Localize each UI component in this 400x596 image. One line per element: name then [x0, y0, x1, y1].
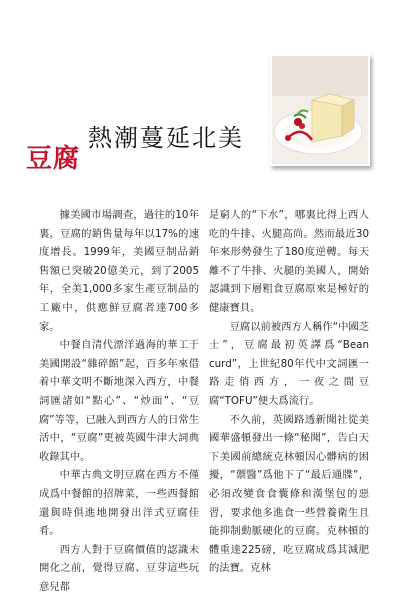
article-column-right: [209, 206, 369, 578]
paragraph: 中餐自清代漂洋過海的華工于美國開設“雜碎館”起，百多年來借着中華文明不斷地深入西方，中餐詞匯諸如“點心”、“炒面”、“豆腐”等等，已融入到西方人的日常生活中，“豆腐”更被英國牛津大詞典收錄其中。: [39, 339, 199, 463]
paragraph: 據美國市場調查，過往的10年裏，豆腐的銷售量每年以17%的速度增長。1999年，美國豆制品銷售額已突破20億美元，到了2005年，全美1,000多家生產豆制品的工廠中，供應鮮豆腐者達700多家。: [39, 209, 199, 333]
paragraph: 不久前，英國路透新聞社從美國華盛頓發出一條“秘聞”，告白天下美國前總統克林頓因心髒病的困擾，“禦醫”爲他下了“最后通牒”，必須改變食食囊條和漢堡包的惡習，要求他多進食一些營養衛生且能抑制動脈硬化的豆腐。克林頓的體重達225磅，吃豆腐成爲其減肥的法寶。克林: [209, 413, 369, 575]
title-main: 熱潮蔓延北美: [88, 124, 244, 152]
article-title: [26, 118, 326, 188]
paragraph: 西方人對于豆腐價值的認識未開化之前，覺得豆腐、豆芽這些玩意兒都: [39, 543, 199, 593]
paragraph: 豆腐以前被西方人稱作“中國芝士”，豆腐最初英譯爲“Bean curd”，上世紀80年代中文詞匯一路走俏西方，一夜之間豆腐“TOFU”便大爲流行。: [209, 320, 369, 407]
title-highlight: 豆腐: [26, 144, 81, 174]
article-column-left: [39, 206, 199, 596]
paragraph: 是窮人的“下水”，哪裏比得上西人吃的牛排、火腿高尚。然而最近30年來形勢發生了180度逆轉。每天離不了牛排、火腿的美國人，開始認識到下層粗食豆腐原來是極好的健康寶貝。: [209, 209, 369, 314]
paragraph: 中華古典文明豆腐在西方不僅成爲中餐館的招牌菜，一些西餐館還與時俱進地開發出洋式豆腐佳肴。: [39, 469, 199, 538]
